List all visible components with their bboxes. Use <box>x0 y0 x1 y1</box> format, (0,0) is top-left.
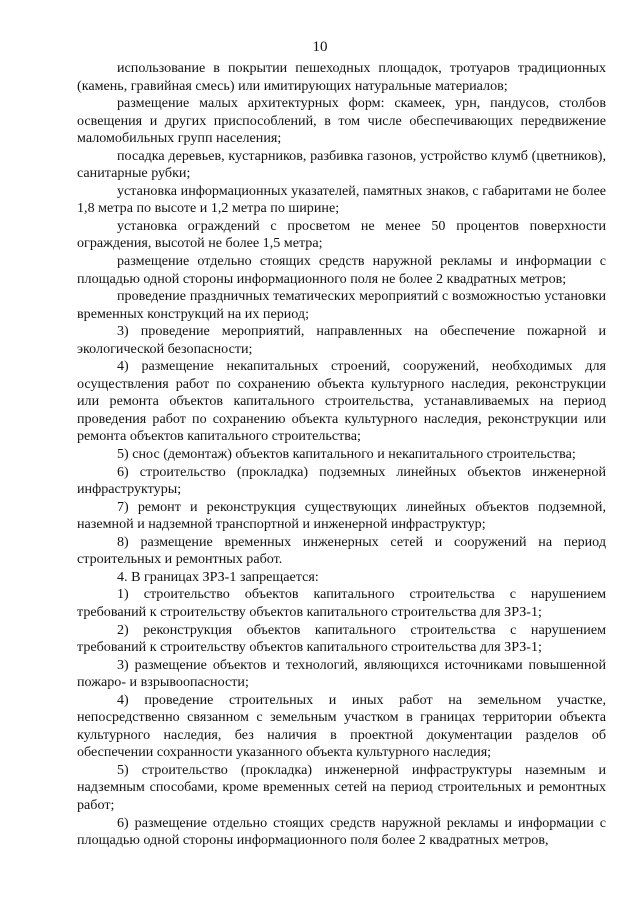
paragraph: 4) размещение некапитальных строений, сооружений, необходимых для осуществления работ по сохранению объекта культурного наследия, реконструкции или ремонта объектов капитального строительства, устанавливаемых на период проведения работ по сохранению объекта культурного наследия, реконструкции или ремонта объектов капитального строительства; <box>77 358 606 445</box>
document-body <box>77 60 606 850</box>
paragraph: 1) строительство объектов капитального строительства с нарушением требований к строительству объектов капитального строительства для ЗРЗ-1; <box>77 586 606 620</box>
section-heading: 4. В границах ЗРЗ-1 запрещается: <box>117 568 319 585</box>
paragraph: посадка деревьев, кустарников, разбивка газонов, устройство клумб (цветников), санитарные рубки; <box>77 147 606 182</box>
paragraph: 8) размещение временных инженерных сетей и сооружений на период строительных и ремонтных работ. <box>77 533 606 568</box>
paragraph: размещение малых архитектурных форм: скамеек, урн, пандусов, столбов освещения и других приспособлений, в том числе обеспечивающих передвижение маломобильных групп населения; <box>77 95 606 147</box>
paragraph: 6) размещение отдельно стоящих средств наружной рекламы и информации с площадью одной стороны информационного поля более 2 квадратных метров, <box>77 814 606 849</box>
paragraph: 5) строительство (прокладка) инженерной инфраструктуры наземным и надземным способами, кроме временных сетей на период строительных и ремонтных работ; <box>77 761 606 813</box>
paragraph: 2) реконструкция объектов капитального строительства с нарушением требований к строительству объектов капитального строительства для ЗРЗ-1; <box>77 621 606 656</box>
paragraph: использование в покрытии пешеходных площадок, тротуаров традиционных (камень, гравийная смесь) или имитирующих натуральные материалов; <box>77 60 606 94</box>
paragraph: 4) проведение строительных и иных работ на земельном участке, непосредственно связанном с земельным участком в границах территории объекта культурного наследия, без наличия в проектной документации разделов об обеспечении сохранности указанного объекта культурного наследия; <box>77 691 606 761</box>
paragraph: 6) строительство (прокладка) подземных линейных объектов инженерной инфраструктуры; <box>77 463 606 498</box>
paragraph: 3) проведение мероприятий, направленных на обеспечение пожарной и экологической безопасности; <box>77 323 606 357</box>
paragraph: установка информационных указателей, памятных знаков, с габаритами не более 1,8 метра по высоте и 1,2 метра по ширине; <box>77 182 606 217</box>
paragraph: 7) ремонт и реконструкция существующих линейных объектов подземной, наземной и надземной транспортной и инженерной инфраструктур; <box>77 498 606 533</box>
paragraph: проведение праздничных тематических мероприятий с возможностью установки временных конструкций на их период; <box>77 288 606 322</box>
paragraph: установка ограждений с просветом не менее 50 процентов поверхности ограждения, высотой не более 1,5 метра; <box>77 217 606 252</box>
paragraph: размещение отдельно стоящих средств наружной рекламы и информации с площадью одной стороны информационного поля не более 2 квадратных метров; <box>77 253 606 287</box>
paragraph: 5) снос (демонтаж) объектов капитального и некапитального строительства; <box>117 446 576 463</box>
paragraph: 3) размещение объектов и технологий, являющихся источниками повышенной пожаро- и взрывоопасности; <box>77 656 606 691</box>
page-number: 10 <box>312 39 328 55</box>
